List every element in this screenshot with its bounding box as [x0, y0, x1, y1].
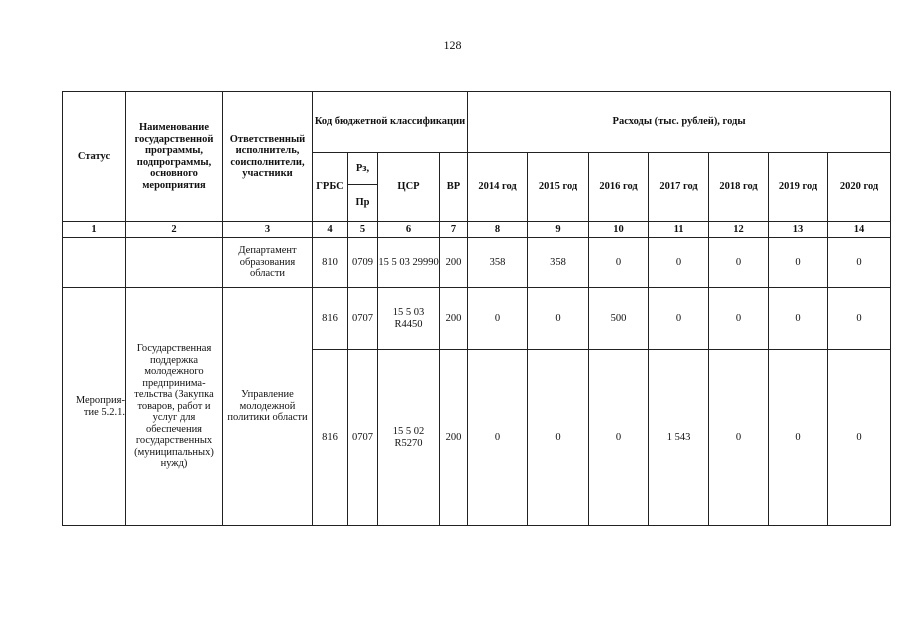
table-row [63, 238, 891, 288]
header-csr: ЦСР [378, 153, 440, 222]
cell-value: 0 [709, 238, 769, 288]
cell-value: 358 [528, 238, 589, 288]
cell-responsible: Департамент образования области [223, 238, 313, 288]
cell-rzpr: 0709 [348, 238, 378, 288]
cell-value: 0 [769, 238, 828, 288]
cell-status [63, 238, 126, 288]
cell-value: 1 543 [649, 350, 709, 526]
header-vr: ВР [440, 153, 468, 222]
column-number: 7 [440, 222, 468, 238]
cell-value: 0 [769, 350, 828, 526]
cell-value: 0 [709, 288, 769, 350]
column-number: 14 [828, 222, 891, 238]
cell-responsible: Управление молодежной политики области [223, 288, 313, 526]
cell-value: 0 [589, 238, 649, 288]
column-number: 5 [348, 222, 378, 238]
cell-grbs: 816 [313, 288, 348, 350]
cell-value: 0 [828, 288, 891, 350]
table-row [63, 288, 891, 350]
column-number: 2 [126, 222, 223, 238]
cell-rzpr: 0707 [348, 288, 378, 350]
cell-status: Мероприя-тие 5.2.1. [63, 288, 126, 526]
cell-value: 0 [649, 288, 709, 350]
page-number: 128 [443, 38, 462, 52]
cell-value: 0 [468, 350, 528, 526]
header-year-2014: 2014 год [468, 153, 528, 222]
cell-value: 0 [649, 238, 709, 288]
cell-csr: 15 5 03 R4450 [378, 288, 440, 350]
cell-grbs: 810 [313, 238, 348, 288]
cell-value: 0 [528, 288, 589, 350]
column-number: 9 [528, 222, 589, 238]
cell-vr: 200 [440, 288, 468, 350]
column-number-row [63, 222, 891, 238]
column-number: 8 [468, 222, 528, 238]
cell-grbs: 816 [313, 350, 348, 526]
column-number: 13 [769, 222, 828, 238]
column-number: 6 [378, 222, 440, 238]
header-name: Наименование государственной программы, подпрограммы, основного мероприятия [126, 92, 223, 222]
header-status: Статус [63, 92, 126, 222]
header-rz: Рз, [348, 153, 378, 185]
column-number: 11 [649, 222, 709, 238]
cell-csr: 15 5 02 R5270 [378, 350, 440, 526]
cell-value: 358 [468, 238, 528, 288]
header-grbs: ГРБС [313, 153, 348, 222]
cell-value: 0 [589, 350, 649, 526]
cell-value: 0 [828, 238, 891, 288]
cell-vr: 200 [440, 238, 468, 288]
cell-value: 0 [769, 288, 828, 350]
header-row-1 [63, 92, 891, 153]
header-year-2018: 2018 год [709, 153, 769, 222]
header-expenses: Расходы (тыс. рублей), годы [468, 92, 891, 153]
header-responsible: Ответственный исполнитель, соисполнители, участники [223, 92, 313, 222]
cell-value: 500 [589, 288, 649, 350]
cell-rzpr: 0707 [348, 350, 378, 526]
cell-value: 0 [528, 350, 589, 526]
header-year-2017: 2017 год [649, 153, 709, 222]
cell-vr: 200 [440, 350, 468, 526]
header-year-2020: 2020 год [828, 153, 891, 222]
header-year-2015: 2015 год [528, 153, 589, 222]
header-year-2016: 2016 год [589, 153, 649, 222]
cell-value: 0 [828, 350, 891, 526]
column-number: 12 [709, 222, 769, 238]
column-number: 4 [313, 222, 348, 238]
cell-name: Государственная поддержка молодежного предпринима-тельства (Закупка товаров, работ и услуг для обеспечения государственных (муниципальных) нужд) [126, 288, 223, 526]
header-budget-code: Код бюджетной классификации [313, 92, 468, 153]
column-number: 10 [589, 222, 649, 238]
column-number: 1 [63, 222, 126, 238]
header-year-2019: 2019 год [769, 153, 828, 222]
cell-csr: 15 5 03 29990 [378, 238, 440, 288]
cell-name [126, 238, 223, 288]
column-number: 3 [223, 222, 313, 238]
cell-value: 0 [468, 288, 528, 350]
cell-value: 0 [709, 350, 769, 526]
header-pr: Пр [348, 185, 378, 222]
budget-table [62, 91, 891, 526]
